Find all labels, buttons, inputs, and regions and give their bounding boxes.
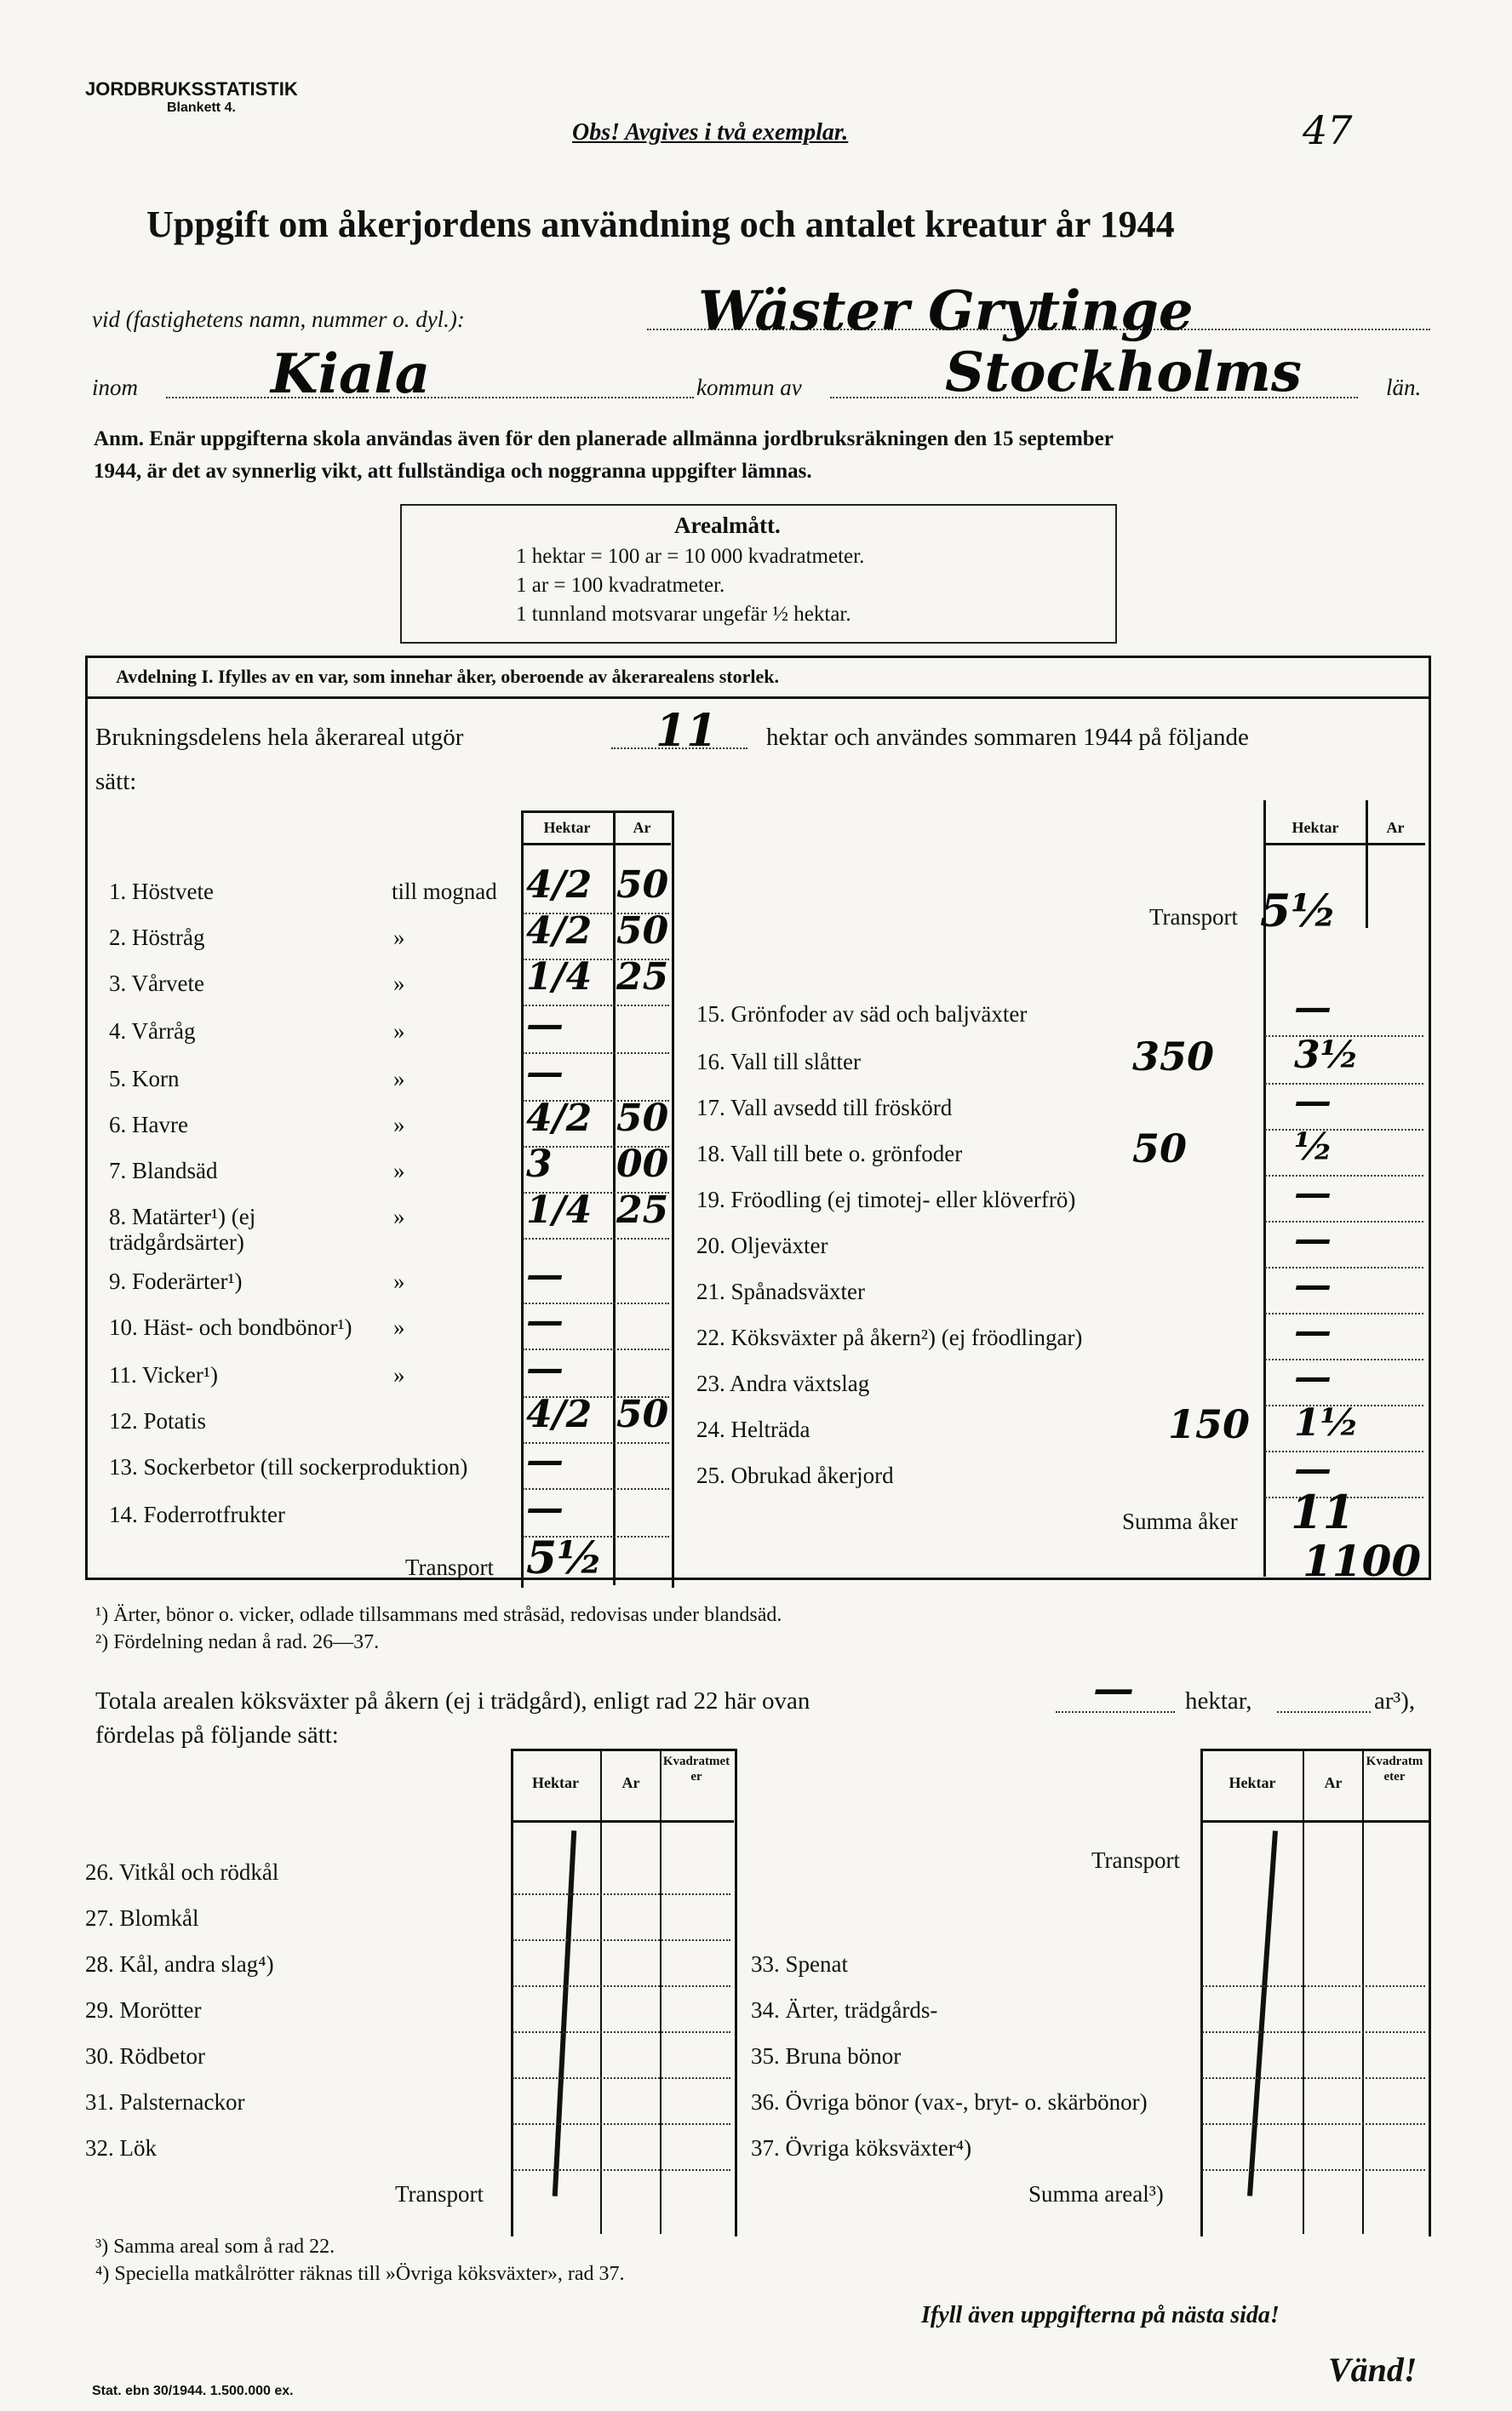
lan-label: län. [1386, 375, 1422, 400]
left-row-ar: 25 [616, 955, 669, 999]
kok-left-row-rule [513, 2123, 730, 2125]
left-row-extra: » [393, 1268, 405, 1294]
right-col-ar: Ar [1386, 819, 1405, 836]
left-row-hektar: 1/4 [526, 1188, 593, 1232]
kok-left-row-label: 26. Vitkål och rödkål [85, 1859, 279, 1885]
left-row-label: 14. Foderrotfrukter [109, 1502, 285, 1527]
left-row-hektar: — [526, 1299, 564, 1343]
right-row-hektar: 1½ [1294, 1401, 1360, 1445]
kommun-label: kommun av [696, 375, 802, 400]
left-row-ar: 50 [616, 863, 669, 907]
left-row-ar: 50 [616, 1393, 669, 1436]
kok-hektar-value: — [1093, 1665, 1134, 1713]
kok-right-row-rule [1202, 2031, 1425, 2033]
left-row-label: 1. Höstvete [109, 879, 214, 904]
areal-box-title: Arealmått. [674, 513, 781, 538]
areal-line-2: 1 ar = 100 kvadratmeter. [516, 574, 725, 597]
right-row-rule [1265, 1221, 1423, 1223]
kok-right-row-rule [1202, 2123, 1425, 2125]
right-row-hektar: — [1294, 1355, 1332, 1399]
right-col-hektar: Hektar [1292, 819, 1339, 836]
left-transport-value: 5½ [526, 1532, 604, 1584]
right-row-label: 16. Vall till slåtter [696, 1049, 861, 1074]
kok-left-row-label: 31. Palsternackor [85, 2089, 245, 2115]
intro-text-c: sätt: [95, 768, 137, 795]
right-row-hektar: — [1294, 1217, 1332, 1261]
left-row-extra: » [393, 1112, 405, 1137]
kok-intro-b: hektar, [1185, 1687, 1252, 1715]
kok-left-row-label: 28. Kål, andra slag⁴) [85, 1951, 274, 1977]
kok-right-col-ar: Ar [1324, 1774, 1343, 1791]
left-row-label: 9. Foderärter¹) [109, 1268, 243, 1294]
kok-right-row-rule [1202, 2077, 1425, 2079]
right-row-label: 19. Fröodling (ej timotej- eller klöverfrö) [696, 1187, 1076, 1212]
right-row-hektar: — [1294, 1309, 1332, 1353]
footnote-3: ³) Samma areal som å rad 22. [95, 2236, 335, 2258]
kok-right-row-label: 37. Övriga köksväxter⁴) [751, 2135, 972, 2161]
left-row-extra: » [393, 1362, 405, 1388]
right-row-label: 17. Vall avsedd till fröskörd [696, 1095, 953, 1120]
kok-left-row-label: 29. Morötter [85, 1997, 202, 2023]
right-header-rule [1263, 843, 1425, 845]
kok-left-transport: Transport [395, 2181, 484, 2207]
left-row-label: 10. Häst- och bondbönor¹) [109, 1314, 352, 1340]
remark-line-2: 1944, är det av synnerlig vikt, att fullständiga och noggranna uppgifter lämnas. [94, 460, 812, 483]
kok-right-col-hektar: Hektar [1228, 1774, 1276, 1791]
left-row-ar: 25 [616, 1188, 669, 1232]
left-row-extra: till mognad [392, 879, 497, 904]
left-row-hektar: 4/2 [526, 1393, 593, 1436]
left-row-hektar: — [526, 1003, 564, 1046]
kok-left-row-rule [513, 1939, 730, 1941]
right-row-label: 23. Andra växtslag [696, 1371, 870, 1396]
left-row-label: 12. Potatis [109, 1408, 207, 1434]
kok-right-col-kvm: Kvadratmeter [1366, 1755, 1423, 1784]
right-row-rule [1265, 1083, 1423, 1085]
footnote-1: ¹) Ärter, bönor o. vicker, odlade tillsammans med stråsäd, redovisas under blandsäd. [95, 1604, 782, 1626]
left-row-hektar: — [526, 1439, 564, 1482]
kok-right-header-rule [1200, 1820, 1429, 1823]
areal-line-1: 1 hektar = 100 ar = 10 000 kvadratmeter. [516, 545, 865, 568]
left-row-hektar: — [526, 1347, 564, 1390]
left-row-hektar: 3 [526, 1143, 553, 1186]
right-transport-value: 5½ [1260, 885, 1337, 937]
kok-left-col-ar: Ar [621, 1774, 640, 1791]
right-row-rule [1265, 1267, 1423, 1268]
left-row-extra: » [393, 1204, 405, 1229]
right-row-hektar: — [1294, 1263, 1332, 1307]
kok-right-transport: Transport [1091, 1847, 1181, 1873]
kok-left-row-rule [513, 2031, 730, 2033]
left-row-label: 2. Höstråg [109, 925, 205, 950]
summa-aker-label: Summa åker [1122, 1509, 1238, 1534]
left-row-label: 8. Matärter¹) (ej trädgårdsärter) [109, 1204, 256, 1255]
inom-label: inom [92, 375, 138, 400]
left-ar-divider [613, 810, 616, 1585]
right-row-rule [1265, 1451, 1423, 1452]
turn-note: Vänd! [1328, 2351, 1418, 2389]
right-row-rule [1265, 1129, 1423, 1131]
right-transport-label: Transport [1149, 904, 1239, 930]
left-row-label: 11. Vicker¹) [109, 1362, 218, 1388]
kok-right-row-rule [1202, 1985, 1425, 1987]
form-number: Blankett 4. [167, 100, 236, 115]
kok-left-col-hektar: Hektar [532, 1774, 579, 1791]
left-row-hektar: 1/4 [526, 955, 593, 999]
right-row-label: 22. Köksväxter på åkern²) (ej fröodlingar) [696, 1325, 1083, 1350]
copies-note: Obs! Avgives i två exemplar. [572, 119, 849, 146]
kok-right-row-label: 36. Övriga bönor (vax-, bryt- o. skärbönor) [751, 2089, 1148, 2115]
left-row-hektar: — [526, 1051, 564, 1094]
right-row-hektar: — [1294, 1080, 1332, 1123]
left-row-hektar: — [526, 1486, 564, 1530]
left-row-hektar: 4/2 [526, 863, 593, 907]
kok-intro-d: fördelas på följande sätt: [95, 1721, 339, 1749]
left-row-hektar: — [526, 1253, 564, 1297]
kok-left-row-label: 30. Rödbetor [85, 2043, 205, 2069]
left-row-extra: » [393, 1018, 405, 1044]
county-value: Stockholms [945, 341, 1303, 404]
kok-left-row-rule [513, 2169, 730, 2171]
right-row-label: 21. Spånadsväxter [696, 1279, 865, 1304]
property-label: vid (fastighetens namn, nummer o. dyl.): [92, 306, 465, 332]
intro-text-a: Brukningsdelens hela åkerareal utgör [95, 724, 464, 751]
form-title: Uppgift om åkerjordens användning och antalet kreatur år 1944 [146, 203, 1175, 245]
kok-left-row-label: 32. Lök [85, 2135, 157, 2161]
right-row-rule [1265, 1313, 1423, 1314]
right-row-note: 150 [1168, 1401, 1251, 1447]
left-row-ar: 00 [616, 1143, 669, 1186]
property-value: Wäster Grytinge [698, 279, 1194, 343]
kok-right-row-label: 34. Ärter, trädgårds- [751, 1997, 938, 2023]
right-row-label: 25. Obrukad åkerjord [696, 1463, 894, 1488]
left-row-hektar: 4/2 [526, 1097, 593, 1140]
left-row-extra: » [393, 1066, 405, 1091]
next-page-note: Ifyll även uppgifterna på nästa sida! [921, 2302, 1280, 2328]
kok-intro-a: Totala arealen köksväxter på åkern (ej i trädgård), enligt rad 22 här ovan [95, 1687, 810, 1715]
print-info: Stat. ebn 30/1944. 1.500.000 ex. [92, 2384, 294, 2398]
right-row-hektar: 3½ [1294, 1034, 1360, 1077]
kok-intro-c: ar³), [1374, 1687, 1416, 1715]
right-row-hektar: — [1294, 1447, 1332, 1491]
kok-left-row-rule [513, 2077, 730, 2079]
kok-summa-label: Summa areal³) [1028, 2181, 1164, 2207]
left-row-ar: 50 [616, 1097, 669, 1140]
kok-right-row-label: 33. Spenat [751, 1951, 848, 1977]
right-row-label: 20. Oljeväxter [696, 1233, 828, 1258]
summa-aker-note: 1100 [1303, 1536, 1422, 1586]
left-row-label: 4. Vårråg [109, 1018, 196, 1044]
remark-line-1: Anm. Enär uppgifterna skola användas även för den planerade allmänna jordbruksräkningen den 15 september [94, 427, 1114, 450]
kok-left-row-rule [513, 1893, 730, 1895]
left-row-extra: » [393, 1158, 405, 1183]
right-row-label: 24. Helträda [696, 1417, 810, 1442]
section-1-title-rule [85, 696, 1431, 699]
areal-box [400, 504, 1117, 644]
section-1-title: Avdelning I. Ifylles av en var, som innehar åker, oberoende av åkerarealens storlek. [116, 666, 779, 687]
left-col-ar: Ar [633, 819, 651, 836]
intro-area-value: 11 [656, 705, 718, 757]
left-row-label: 5. Korn [109, 1066, 180, 1091]
right-row-hektar: — [1294, 986, 1332, 1029]
kok-left-col-kvm: Kvadratmeter [662, 1755, 730, 1784]
footnote-2: ²) Fördelning nedan å rad. 26—37. [95, 1631, 380, 1653]
left-row-ar: 50 [616, 909, 669, 953]
kok-left-header-rule [511, 1820, 734, 1823]
right-row-hektar: — [1294, 1171, 1332, 1215]
right-row-label: 15. Grönfoder av säd och baljväxter [696, 1001, 1028, 1027]
kok-right-row-label: 35. Bruna bönor [751, 2043, 902, 2069]
areal-line-3: 1 tunnland motsvarar ungefär ½ hektar. [516, 603, 851, 626]
summa-aker-value: 11 [1291, 1485, 1355, 1539]
municipality-value: Kiala [271, 342, 431, 406]
left-row-label: 7. Blandsäd [109, 1158, 218, 1183]
kok-right-row-rule [1202, 2169, 1425, 2171]
right-row-rule [1265, 1359, 1423, 1360]
left-row-hektar: 4/2 [526, 909, 593, 953]
right-row-rule [1265, 1175, 1423, 1177]
footnote-4: ⁴) Speciella matkålrötter räknas till »Övriga köksväxter», rad 37. [95, 2263, 625, 2285]
left-row-rule [523, 1238, 669, 1240]
right-row-note: 350 [1132, 1034, 1215, 1080]
left-row-extra: » [393, 925, 405, 950]
kok-left-row-label: 27. Blomkål [85, 1905, 199, 1931]
left-col-hektar: Hektar [543, 819, 591, 836]
kok-ar-line [1277, 1711, 1371, 1713]
kok-left-row-rule [513, 1985, 730, 1987]
intro-text-b: hektar och användes sommaren 1944 på följande [766, 724, 1249, 751]
right-row-label: 18. Vall till bete o. grönfoder [696, 1141, 963, 1166]
left-row-label: 6. Havre [109, 1112, 188, 1137]
agency-label: JORDBRUKSSTATISTIK [85, 78, 298, 100]
section-1-intro [95, 724, 463, 752]
left-row-extra: » [393, 971, 405, 996]
right-row-note: 50 [1132, 1125, 1188, 1171]
left-row-label: 3. Vårvete [109, 971, 204, 996]
right-row-hektar: ½ [1294, 1125, 1333, 1169]
left-row-label: 13. Sockerbetor (till sockerproduktion) [109, 1454, 468, 1480]
left-header-rule [521, 843, 671, 845]
page-number: 47 [1303, 107, 1353, 153]
left-row-extra: » [393, 1314, 405, 1340]
left-transport-label: Transport [405, 1555, 495, 1580]
